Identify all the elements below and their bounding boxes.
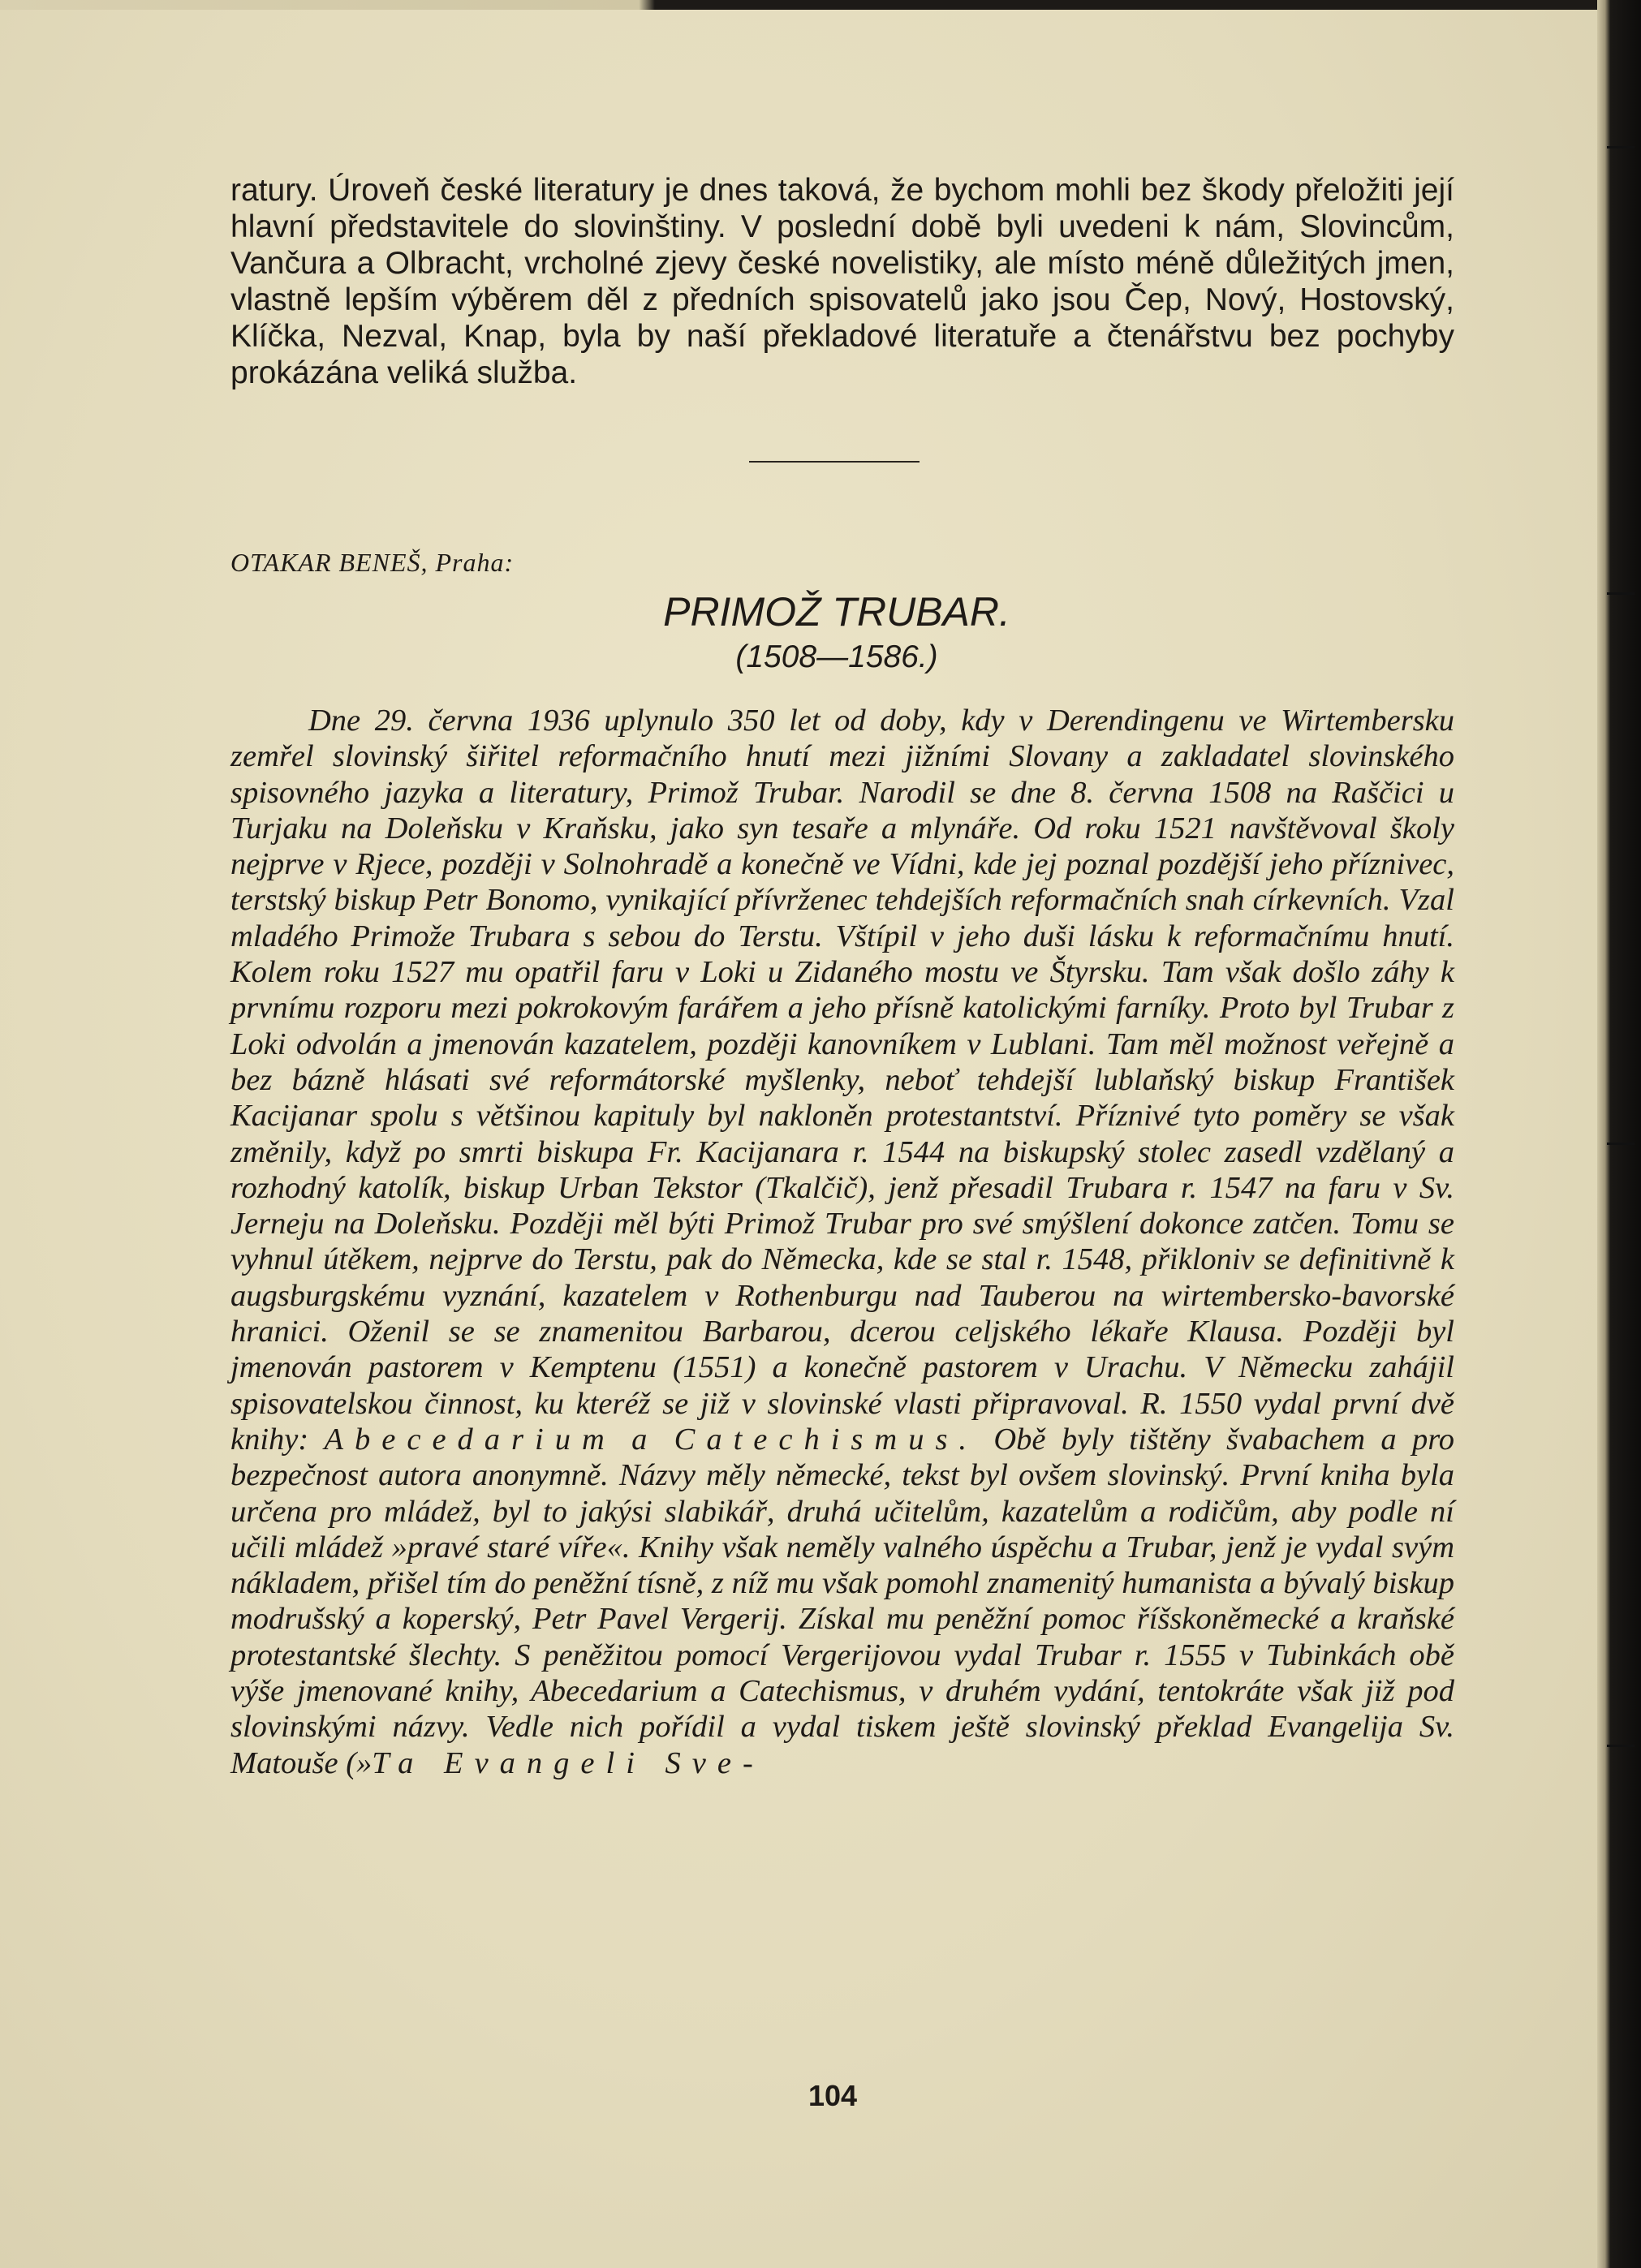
article-body-part2: Obě byly tištěny švabachem a pro bezpečnost autora anonymně. Názvy měly německé, tekst byl ovšem slovinský. První kniha byla určena pro mládež, byl to jakýsi slabikář, druhá učitelům, kazatelům a rodičům, aby podle ní učili mládež »pravé staré víře«. Knihy však neměly valného úspěchu a Trubar, jenž je vydal svým nákladem, přišel tím do peněžní tísně, z níž mu však pomohl znamenitý humanista a bývalý biskup modrušský a koperský, Petr Pavel Vergerij. Získal mu peněžní pomoc říšskoněmecké a kraňské protestantské šlechty. S peněžitou pomocí Vergerijovou vydal Trubar r. 1555 v Tubinkách obě výše jmenované knihy, Abecedarium a Catechismus, v druhém vydání, tentokráte však již pod slovinskými názvy. Vedle nich pořídil a vydal tiskem ještě slovinský překlad Evangelija Sv. Matouše (» xyxy=(230,1422,1455,1780)
book-title-abecedarium: Abecedarium xyxy=(324,1422,616,1457)
article-body-part1: Dne 29. června 1936 uplynulo 350 let od doby, kdy v Derendingenu ve Wirtembersku zemřel slovinský šiřitel reformačního hnutí mezi jižními Slovany a zakladatel slovinského spisovného jazyka a literatury, Primož Trubar. Narodil se dne 8. června 1508 na Raščici u Turjaku na Doleňsku v Kraňsku, jako syn tesaře a mlynáře. Od roku 1521 navštěvoval školy nejprve v Rjece, později v Solnohradě a konečně ve Vídni, kde jej poznal pozdější jeho příznivec, terstský biskup Petr Bonomo, vynikající přívrženec tehdejších reformačních snah církevních. Vzal mladého Primože Trubara s sebou do Terstu. Vštípil v jeho duši lásku k reformačnímu hnutí. Kolem roku 1527 mu opatřil faru v Loki u Zidaného mostu ve Štyrsku. Tam však došlo záhy k prvnímu rozporu mezi pokrokovým farářem a jeho přísně katolickými farníky. Proto byl Trubar z Loki odvolán a jmenován kazatelem, později kanovníkem v Lublani. Tam měl možnost veřejně a bez bázně hlásati své reformátorské myšlenky, neboť tehdejší lublaňský biskup František Kacijanar spolu s většinou kapituly byl nakloněn protestantství. Příznivé tyto poměry se však změnily, když po smrti biskupa Fr. Kacijanara r. 1544 na biskupský stolec zasedl vzdělaný a rozhodný katolík, biskup Urban Tekstor (Tkalčič), jenž přesadil Trubara r. 1547 na faru v Sv. Jerneju na Doleňsku. Později měl býti Primož Trubar pro své smýšlení dokonce zatčen. Tomu se vyhnul útěkem, nejprve do Terstu, pak do Německa, kde se stal r. 1548, přikloniv se definitivně k augsburgskému vyznání, kazatelem v Rothenburgu nad Tauberou na wirtembersko-bavorské hranici. Oženil se se znamenitou Barbarou, dcerou celjského lékaře Klausa. Později byl jmenován pastorem v Kemptenu (1551) a konečně pastorem v Urachu. V Německu zahájil spisovatelskou činnost, ku kteréž se již v slovinské vlasti připravoval. R. 1550 vydal první dvě knihy: xyxy=(230,704,1454,1457)
article-dates: (1508—1586.) xyxy=(735,639,938,674)
scan-top-edge xyxy=(0,0,1597,10)
edge-tick-mark xyxy=(1607,1745,1635,1747)
section-divider xyxy=(749,461,920,463)
article-byline: OTAKAR BENEŠ, Praha: xyxy=(230,548,515,577)
article-body xyxy=(230,703,1454,1781)
book-title-evangeli: Ta Evangeli Sve- xyxy=(372,1745,765,1780)
page-number: 104 xyxy=(808,2079,858,2112)
article-title: PRIMOŽ TRUBAR. xyxy=(663,589,1010,635)
book-title-catechismus: Catechismus. xyxy=(674,1422,979,1457)
scan-right-edge xyxy=(1597,0,1641,2268)
edge-tick-mark xyxy=(1607,1143,1635,1145)
book-title-conjunction: a xyxy=(631,1422,659,1457)
previous-article-paragraph: ratury. Úroveň české literatury je dnes taková, že bychom mohli bez škody přeložiti její hlavní představitele do slovinštiny. V poslední době byli uvedeni k nám, Slovincům, Vančura a Olbracht, vrcholné zjevy české novelistiky, ale místo méně důležitých jmen, vlastně lepším výběrem děl z předních spisovatelů jako jsou Čep, Nový, Hostovský, Klíčka, Nezval, Knap, byla by naší překladové literatuře a čtenářstvu bez pochyby prokázána veliká služba. xyxy=(230,173,1454,390)
edge-tick-mark xyxy=(1607,146,1635,148)
